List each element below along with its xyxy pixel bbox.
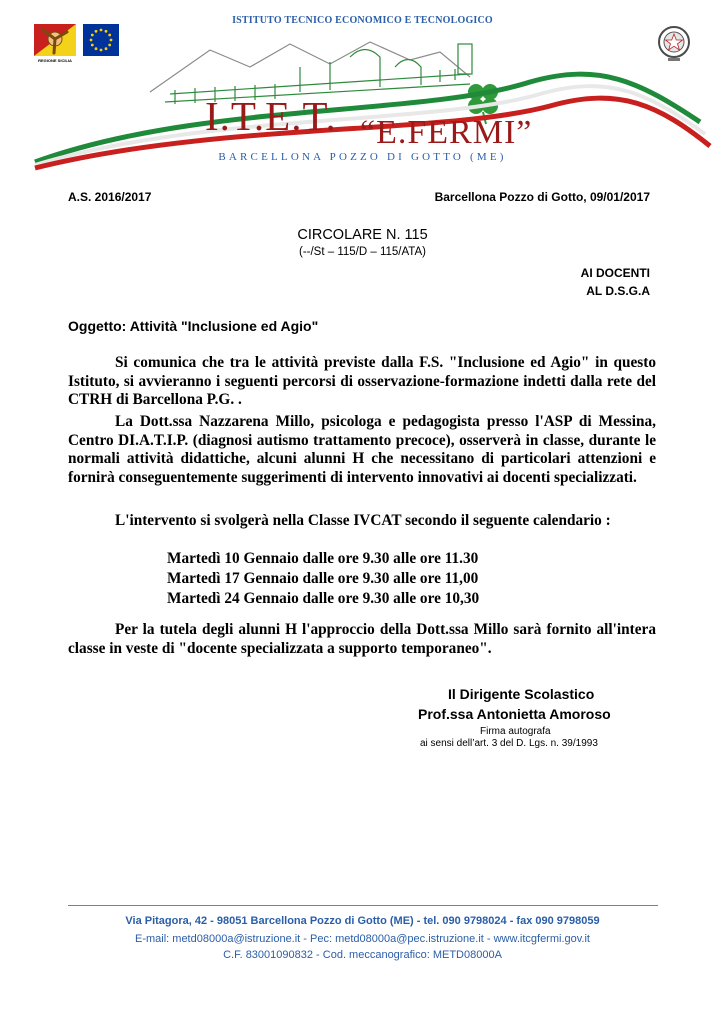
place-date: Barcellona Pozzo di Gotto, 09/01/2017 <box>434 190 650 204</box>
signature-note-law: ai sensi dell’art. 3 del D. Lgs. n. 39/1993 <box>420 738 598 749</box>
schedule-item: Martedì 10 Gennaio dalle ore 9.30 alle ore 11.30 <box>167 550 479 567</box>
footer-fiscal-code: C.F. 83001090832 - Cod. meccanografico: METD08000A <box>223 949 502 961</box>
footer-address: Via Pitagora, 42 - 98051 Barcellona Pozzo di Gotto (ME) - tel. 090 9798024 - fax 090 9798059 <box>125 915 600 927</box>
city-line: BARCELLONA POZZO DI GOTTO (ME) <box>218 151 507 163</box>
signature-note-autograph: Firma autografa <box>480 726 551 737</box>
schedule-item: Martedì 17 Gennaio dalle ore 9.30 alle ore 11,00 <box>167 570 479 587</box>
circular-title: CIRCOLARE N. 115 <box>297 227 428 243</box>
paragraph-3: L'intervento si svolgerà nella Classe IVCAT secondo il seguente calendario : <box>115 512 611 529</box>
footer-contacts: E-mail: metd08000a@istruzione.it - Pec: metd08000a@pec.istruzione.it - www.itcgfermi.gov.it <box>135 933 590 945</box>
signature-name: Prof.ssa Antonietta Amoroso <box>418 706 611 722</box>
region-logo-caption: REGIONE SICILIA <box>38 58 72 63</box>
school-name: “E.FERMI” <box>360 114 533 151</box>
paragraph-1: Si comunica che tra le attività previste dalla F.S. "Inclusione ed Agio" in questo Istituto, si avvieranno i seguenti percorsi di osservazione-formazione indetti dalla rete del CTRH di Barcellona P.G. . <box>68 354 656 409</box>
footer-divider <box>68 905 658 906</box>
circular-code: (--/St – 115/D – 115/ATA) <box>299 246 426 258</box>
paragraph-4: Per la tutela degli alunni H l'approccio della Dott.ssa Millo sarà fornito all'intera classe in veste di "docente specializzata a supporto temporaneo". <box>68 621 656 657</box>
school-short-name: I.T.E.T. <box>205 93 337 139</box>
paragraph-2: La Dott.ssa Nazzarena Millo, psicologa e pedagogista presso l'ASP di Messina, Centro DI.A.T.I.P. (diagnosi autismo trattamento precoce), osserverà in classe, durante le normali attività didattiche, alcuni alunni H che necessitano di particolari attenzioni e fornirà conseguentemente suggerimenti di intervento innovativi ai docenti specializzati. <box>68 413 656 486</box>
clover-icon <box>468 84 498 114</box>
school-year: A.S. 2016/2017 <box>68 190 152 204</box>
recipient-docenti: AI DOCENTI <box>580 266 650 280</box>
letterhead <box>0 0 725 175</box>
recipient-dsga: AL D.S.G.A <box>586 284 650 298</box>
signature-role: Il Dirigente Scolastico <box>448 686 595 702</box>
schedule-item: Martedì 24 Gennaio dalle ore 9.30 alle ore 10,30 <box>167 590 480 607</box>
subject-line: Oggetto: Attività "Inclusione ed Agio" <box>68 318 319 334</box>
institute-title: ISTITUTO TECNICO ECONOMICO E TECNOLOGICO <box>232 15 493 26</box>
